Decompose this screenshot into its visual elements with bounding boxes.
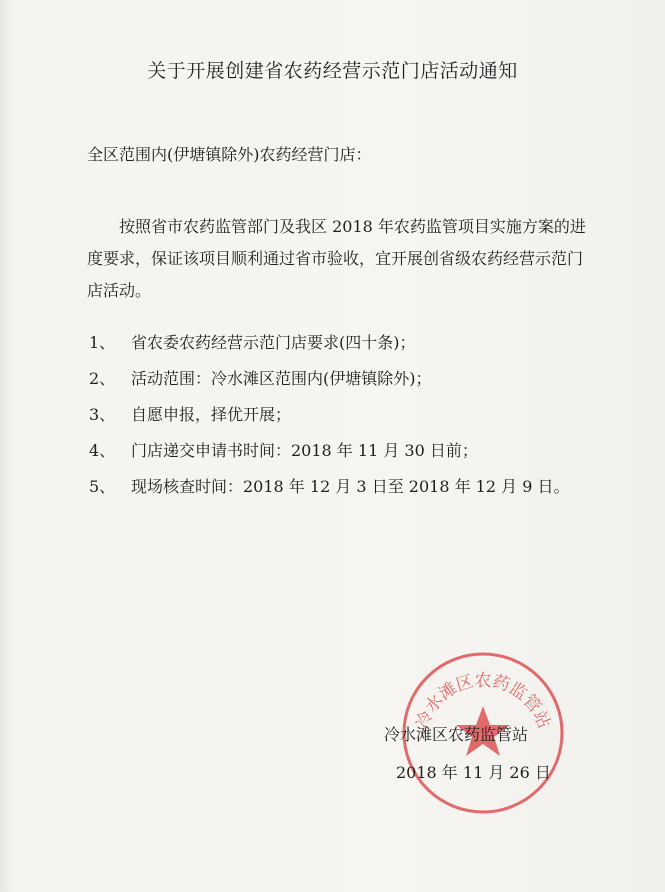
body-paragraph: 按照省市农药监管部门及我区 2018 年农药监管项目实施方案的进度要求，保证该项目顺利通过省市验收，宜开展创省级农药经营示范门店活动。: [87, 217, 586, 300]
list-item: [89, 438, 478, 461]
list-item-number: 3、: [89, 405, 116, 424]
list-item-number: 5、: [89, 477, 116, 496]
document-title: 关于开展创建省农药经营示范门店活动通知: [147, 60, 518, 82]
signature-date: 2018 年 11 月 26 日: [396, 763, 551, 782]
list-item-text: 门店递交申请书时间：2018 年 11 月 30 日前；: [131, 441, 478, 460]
list-item-text: 活动范围：冷水滩区范围内(伊塘镇除外)；: [131, 369, 432, 388]
seal-text: 冷水滩区农药监管站: [412, 671, 554, 732]
list-item-number: 2、: [89, 369, 116, 388]
list-item: [89, 474, 569, 497]
signature-organization: 冷水滩区农药监管站: [384, 725, 529, 744]
greeting-line: 全区范围内(伊塘镇除外)农药经营门店：: [87, 145, 372, 164]
list-item-number: 4、: [89, 441, 116, 460]
list-item-number: 1、: [89, 333, 116, 352]
list-item: [89, 366, 432, 389]
list-item: [89, 402, 291, 425]
list-item: [89, 330, 416, 353]
list-item-text: 自愿申报，择优开展；: [131, 405, 292, 424]
list-item-text: 省农委农药经营示范门店要求(四十条)；: [131, 333, 416, 352]
list-item-text: 现场核查时间：2018 年 12 月 3 日至 2018 年 12 月 9 日。: [131, 477, 570, 496]
